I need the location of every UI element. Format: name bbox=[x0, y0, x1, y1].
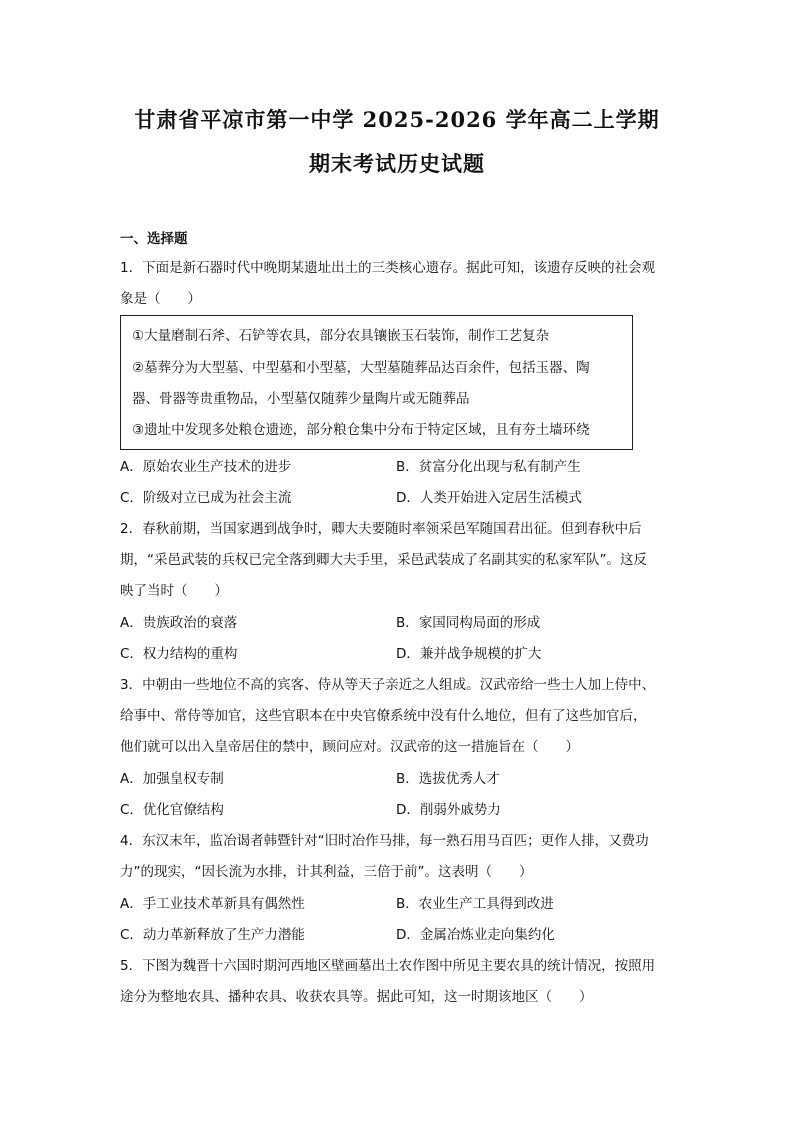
question-text-line: 期，“采邑武装的兵权已完全落到卿大夫手里，采邑武装成了名副其实的私家军队”。这反 bbox=[120, 552, 647, 568]
evidence-box bbox=[120, 315, 633, 450]
option-c[interactable]: C．优化官僚结构 bbox=[120, 802, 224, 818]
option-d[interactable]: D．削弱外戚势力 bbox=[396, 802, 501, 818]
option-a[interactable]: A．手工业技术革新具有偶然性 bbox=[120, 896, 305, 912]
option-d[interactable]: D．兼并战争规模的扩大 bbox=[396, 646, 542, 662]
option-b[interactable]: B．选拔优秀人才 bbox=[396, 771, 500, 787]
option-b[interactable]: B．家国同构局面的形成 bbox=[396, 615, 541, 631]
question-text-line: 4．东汉末年，监冶谒者韩暨针对“旧时冶作马排，每一熟石用马百匹；更作人排，又费功 bbox=[120, 833, 649, 849]
option-c[interactable]: C．阶级对立已成为社会主流 bbox=[120, 490, 292, 506]
page-title: 甘肃省平凉市第一中学 2025-2026 学年高二上学期 bbox=[134, 107, 660, 132]
option-b[interactable]: B．贫富分化出现与私有制产生 bbox=[396, 459, 581, 475]
option-b[interactable]: B．农业生产工具得到改进 bbox=[396, 896, 554, 912]
question-text-line: 给事中、常侍等加官，这些官职本在中央官僚系统中没有什么地位，但有了这些加官后， bbox=[120, 708, 647, 724]
question-text-line: 映了当时（ ） bbox=[120, 583, 228, 599]
evidence-line: ②墓葬分为大型墓、中型墓和小型墓，大型墓随葬品达百余件，包括玉器、陶 bbox=[132, 360, 590, 376]
option-c[interactable]: C．权力结构的重构 bbox=[120, 646, 238, 662]
option-a[interactable]: A．原始农业生产技术的进步 bbox=[120, 459, 292, 475]
page-subtitle: 期末考试历史试题 bbox=[309, 151, 485, 176]
question-text-line: 力”的现实，“因长流为水排，计其利益，三倍于前”。这表明（ ） bbox=[120, 864, 533, 880]
question-text-line: 他们就可以出入皇帝居住的禁中，顾问应对。汉武帝的这一措施旨在（ ） bbox=[120, 739, 579, 755]
option-d[interactable]: D．人类开始进入定居生活模式 bbox=[396, 490, 582, 506]
section-heading: 一、选择题 bbox=[120, 231, 188, 247]
question-text-line: 2．春秋前期，当国家遇到战争时，卿大夫要随时率领采邑军随国君出征。但到春秋中后 bbox=[120, 521, 642, 537]
question-text-line: 3．中朝由一些地位不高的宾客、侍从等天子亲近之人组成。汉武帝给一些士人加上侍中、 bbox=[120, 677, 656, 693]
question-text-line: 1．下面是新石器时代中晚期某遗址出土的三类核心遗存。据此可知，该遗存反映的社会观 bbox=[120, 260, 656, 276]
option-d[interactable]: D．金属冶炼业走向集约化 bbox=[396, 927, 555, 943]
option-a[interactable]: A．贵族政治的衰落 bbox=[120, 615, 238, 631]
option-a[interactable]: A．加强皇权专制 bbox=[120, 771, 224, 787]
option-c[interactable]: C．动力革新释放了生产力潜能 bbox=[120, 927, 305, 943]
evidence-line: ③遗址中发现多处粮仓遗迹，部分粮仓集中分布于特定区域，且有夯土墙环绕 bbox=[132, 422, 590, 438]
evidence-line: ①大量磨制石斧、石铲等农具，部分农具镶嵌玉石装饰，制作工艺复杂 bbox=[132, 328, 550, 344]
question-text-line: 途分为整地农具、播种农具、收获农具等。据此可知，这一时期该地区（ ） bbox=[120, 989, 593, 1005]
evidence-line: 器、骨器等贵重物品，小型墓仅随葬少量陶片或无随葬品 bbox=[132, 391, 470, 407]
question-text-line: 象是（ ） bbox=[120, 291, 201, 307]
question-text-line: 5．下图为魏晋十六国时期河西地区壁画墓出土农作图中所见主要农具的统计情况，按照用 bbox=[120, 958, 656, 974]
